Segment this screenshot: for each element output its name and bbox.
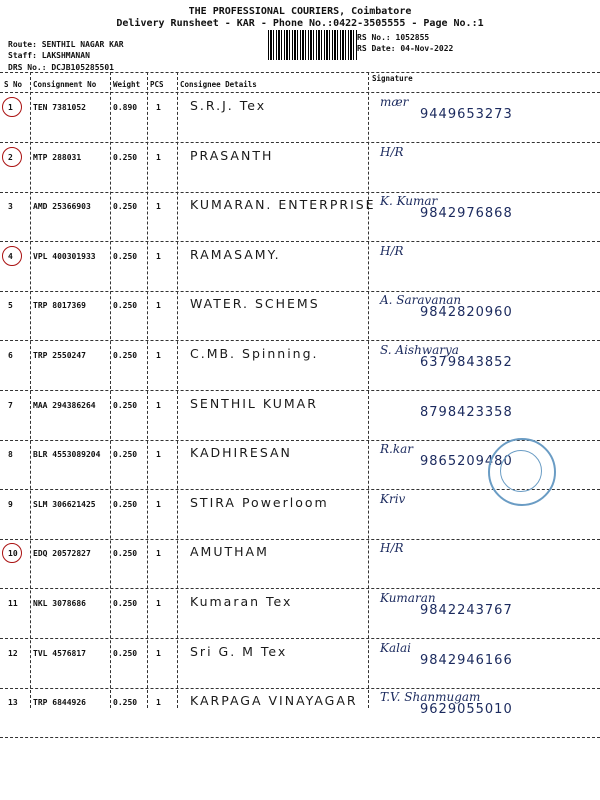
barcode	[268, 30, 358, 60]
serial-number: 6	[8, 351, 13, 360]
consignment-number: EDQ 20572827	[33, 549, 91, 559]
consignee-name: Kumaran Tex	[190, 594, 293, 609]
route-label: Route: SENTHIL NAGAR KAR	[8, 40, 124, 49]
weight-value: 0.250	[113, 152, 138, 162]
consignment-number: TRP 8017369	[33, 301, 86, 311]
serial-number: 10	[8, 549, 18, 559]
consignee-name: SENTHIL KUMAR	[190, 395, 318, 411]
consignment-number: TRP 2550247	[33, 351, 86, 360]
consignee-name: KADHIRESAN	[190, 445, 292, 461]
serial-number: 7	[8, 400, 13, 410]
consignee-name: AMUTHAM	[190, 544, 269, 560]
col-sno: S No	[4, 80, 23, 89]
weight-value: 0.890	[113, 103, 138, 112]
pcs-value: 1	[156, 152, 161, 162]
consignee-name: KARPAGA VINAYAGAR	[190, 693, 358, 709]
col-pcs: PCS	[150, 80, 164, 89]
phone-number: 9842946166	[420, 652, 513, 668]
serial-number: 11	[8, 599, 18, 608]
weight-value: 0.250	[113, 351, 138, 360]
serial-number: 4	[8, 251, 13, 261]
company-title: THE PROFESSIONAL COURIERS, Coimbatore	[188, 6, 412, 17]
pcs-value: 1	[156, 103, 161, 112]
col-consignee: Consignee Details	[180, 80, 257, 89]
consignment-number: NKL 3078686	[33, 599, 86, 608]
consignee-name: RAMASAMY.	[190, 246, 281, 262]
weight-value: 0.250	[113, 549, 138, 559]
delivery-stamp	[488, 438, 556, 506]
consignee-name: STIRA Powerloom	[190, 494, 329, 510]
serial-number: 12	[8, 648, 18, 658]
rs-number: RS No.: 1052855	[357, 33, 430, 42]
consignment-number: TRP 6844926	[33, 698, 86, 708]
consignee-name: WATER. SCHEMS	[190, 296, 320, 312]
pcs-value: 1	[156, 698, 161, 708]
signature-text: H/R	[380, 243, 404, 258]
col-signature: Signature	[372, 74, 413, 83]
signature-text: A. Saravanan	[380, 293, 462, 308]
phone-number: 6379843852	[420, 355, 513, 370]
pcs-value: 1	[156, 549, 161, 559]
weight-value: 0.250	[113, 499, 138, 509]
pcs-value: 1	[156, 202, 161, 212]
phone-number: 9629055010	[420, 702, 513, 718]
pcs-value: 1	[156, 599, 161, 608]
signature-text: mær	[380, 95, 409, 109]
drs-number: DRS No.: DCJB105285501	[8, 63, 114, 72]
weight-value: 0.250	[113, 251, 138, 261]
table-row	[0, 639, 600, 689]
serial-number: 1	[8, 103, 13, 112]
weight-value: 0.250	[113, 698, 138, 708]
serial-number: 9	[8, 499, 13, 509]
phone-number: 9865209480	[420, 454, 513, 470]
pcs-value: 1	[156, 351, 161, 360]
signature-text: Kumaran	[380, 591, 436, 605]
signature-text: R.kar	[380, 442, 414, 457]
table-row	[0, 589, 600, 639]
consignment-number: TVL 4576817	[33, 648, 86, 658]
table-row	[0, 539, 600, 589]
consignment-number: TEN 7381052	[33, 103, 86, 112]
consignee-name: KUMARAN. ENTERPRISE	[190, 197, 376, 213]
signature-text: H/R	[380, 541, 404, 556]
phone-number: 9449653273	[420, 107, 513, 122]
consignment-number: AMD 25366903	[33, 202, 91, 212]
phone-number: 9842820960	[420, 305, 513, 321]
table-row	[0, 688, 600, 738]
consignment-number: SLM 306621425	[33, 499, 96, 509]
col-consignment: Consignment No	[33, 80, 97, 89]
col-weight: Weight	[113, 80, 141, 89]
consignment-number: VPL 400301933	[33, 251, 96, 261]
signature-text: T.V. Shanmugam	[380, 690, 481, 705]
phone-number: 9842976868	[420, 206, 513, 222]
serial-number: 3	[8, 202, 13, 212]
consignment-number: BLR 4553089204	[33, 450, 101, 460]
pcs-value: 1	[156, 251, 161, 261]
weight-value: 0.250	[113, 202, 138, 212]
weight-value: 0.250	[113, 599, 138, 608]
pcs-value: 1	[156, 400, 161, 410]
phone-number: 9842243767	[420, 603, 513, 618]
table-row	[0, 143, 600, 193]
pcs-value: 1	[156, 450, 161, 460]
consignee-name: Sri G. M Tex	[190, 643, 288, 659]
pcs-value: 1	[156, 301, 161, 311]
serial-number: 13	[8, 698, 18, 708]
serial-number: 8	[8, 450, 13, 460]
table-top-border	[0, 72, 600, 73]
pcs-value: 1	[156, 648, 161, 658]
signature-text: S. Aishwarya	[380, 343, 459, 357]
consignee-name: S.R.J. Tex	[190, 98, 267, 113]
table-row	[0, 192, 600, 242]
weight-value: 0.250	[113, 301, 138, 311]
signature-text: Kalai	[380, 640, 411, 655]
serial-number: 5	[8, 301, 13, 311]
signature-text: H/R	[380, 144, 404, 159]
phone-number: 8798423358	[420, 404, 513, 420]
table-row	[0, 391, 600, 441]
table-row	[0, 341, 600, 391]
weight-value: 0.250	[113, 400, 138, 410]
pcs-value: 1	[156, 499, 161, 509]
rs-date: RS Date: 04-Nov-2022	[357, 44, 454, 53]
signature-text: K. Kumar	[380, 194, 438, 209]
stamp-inner-ring	[500, 450, 542, 492]
table-row	[0, 93, 600, 143]
table-row	[0, 291, 600, 341]
consignment-number: MTP 288031	[33, 152, 82, 162]
signature-text: Kriv	[380, 491, 406, 506]
serial-number: 2	[8, 152, 13, 162]
consignment-number: MAA 294386264	[33, 400, 96, 410]
staff-label: Staff: LAKSHMANAN	[8, 51, 90, 60]
consignee-name: C.MB. Spinning.	[190, 346, 319, 361]
runsheet-subtitle: Delivery Runsheet - KAR - Phone No.:0422-3505555 - Page No.:1	[116, 18, 484, 29]
table-row	[0, 242, 600, 292]
consignee-name: PRASANTH	[190, 147, 274, 163]
weight-value: 0.250	[113, 648, 138, 658]
weight-value: 0.250	[113, 450, 138, 460]
